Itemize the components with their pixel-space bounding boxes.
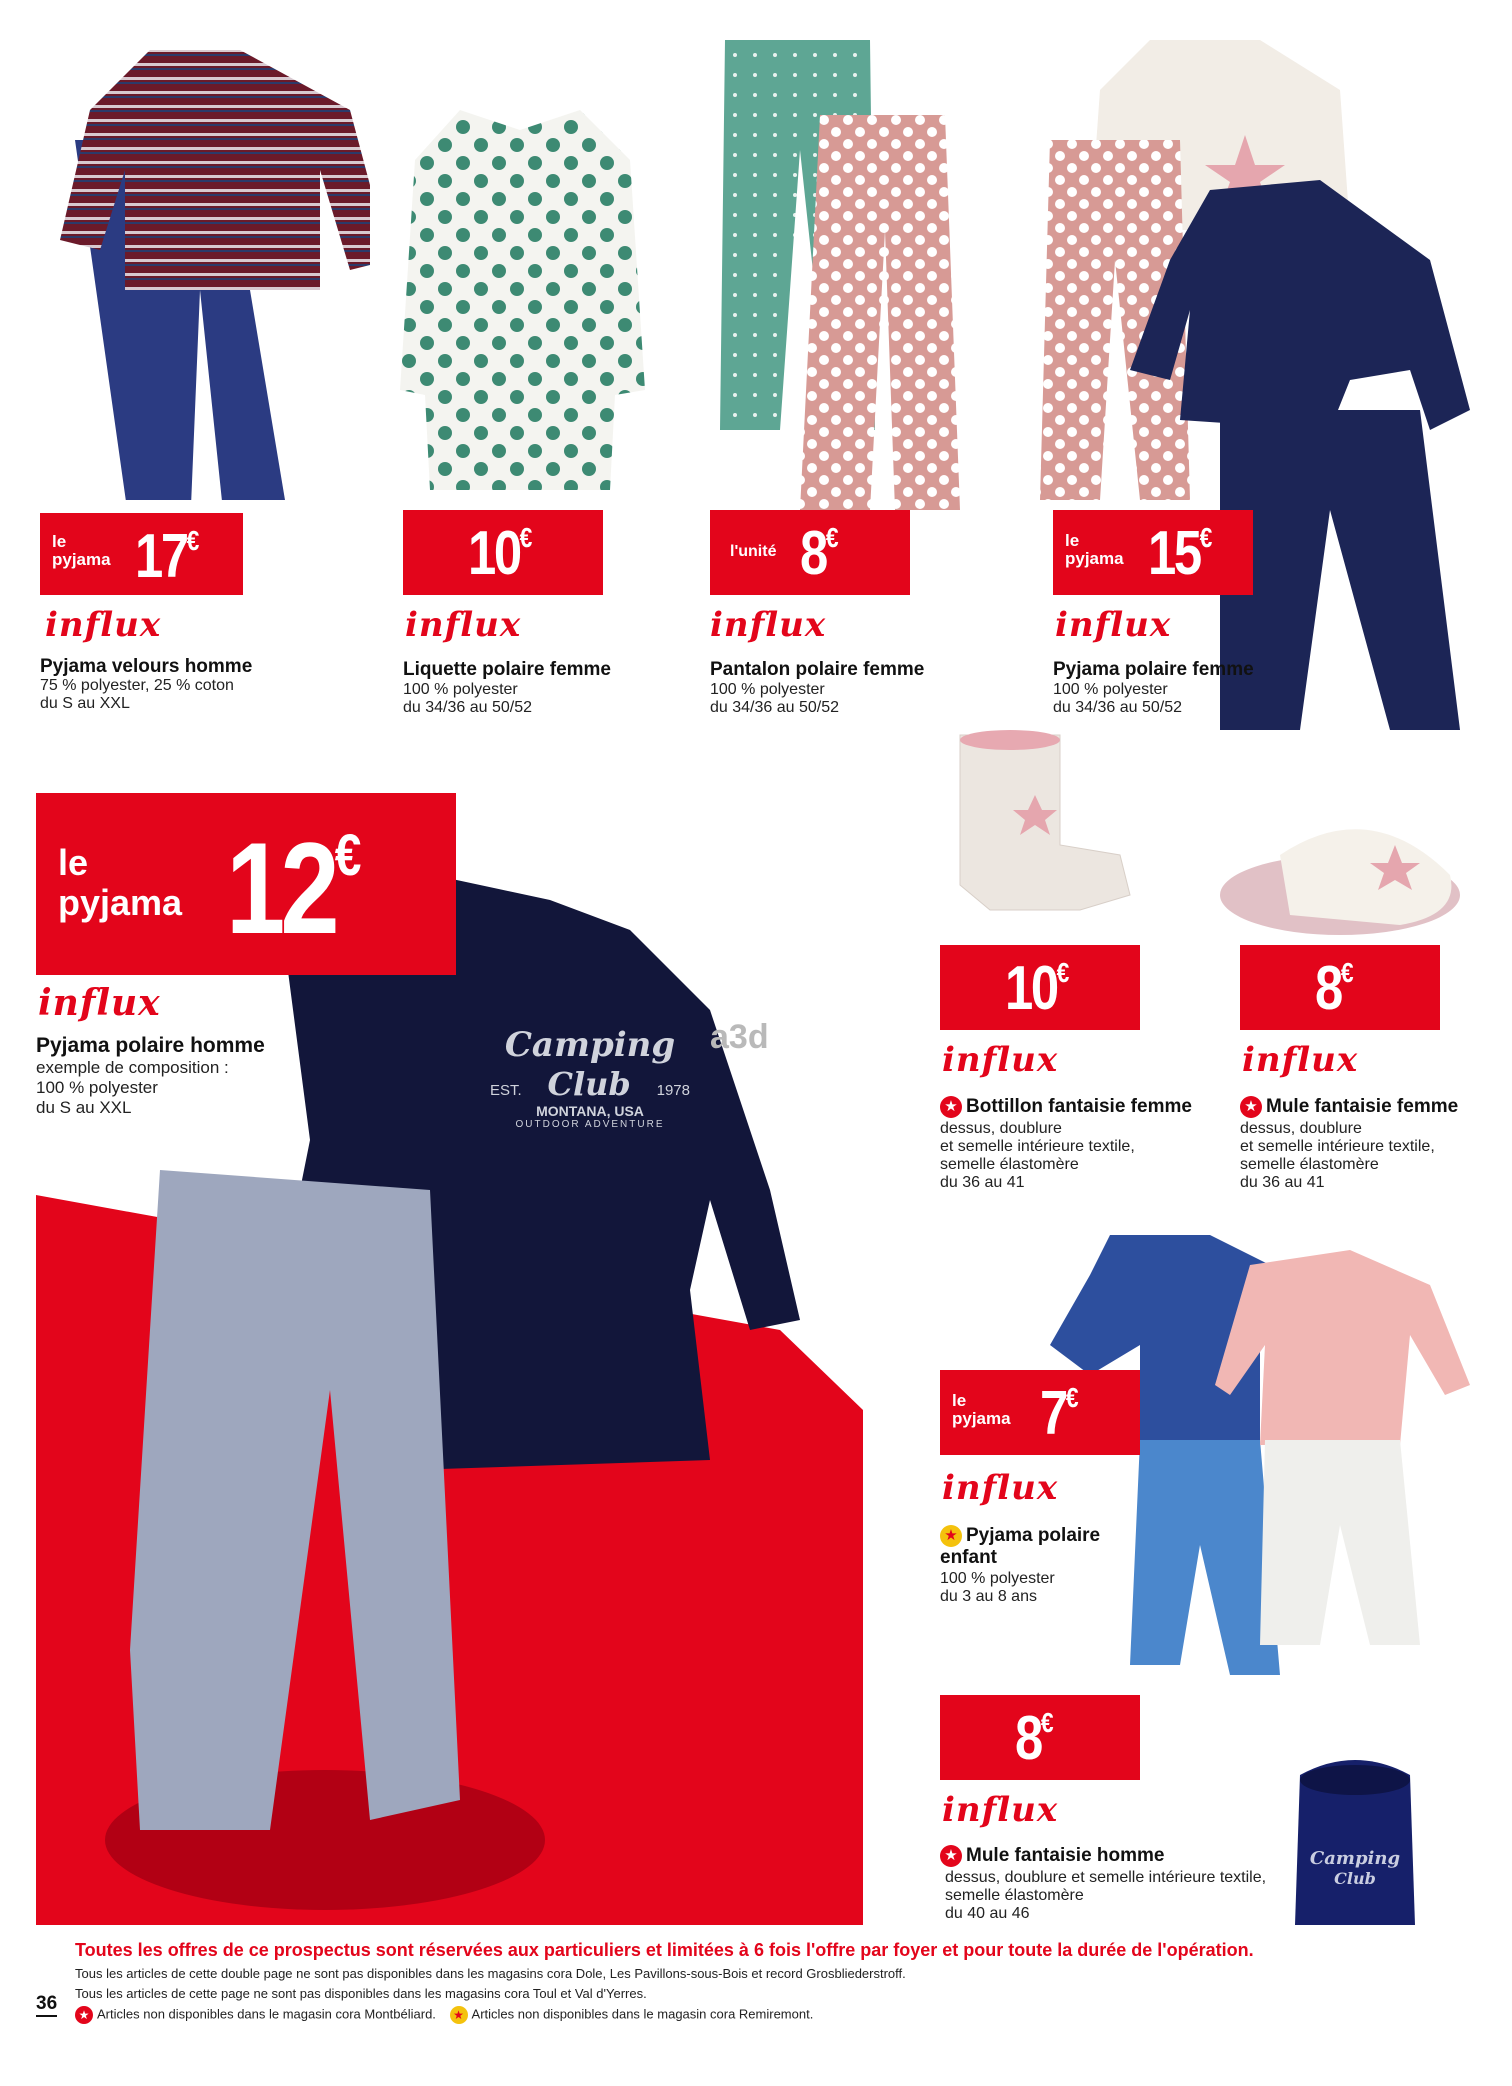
product-title: ★ Mule fantaisie femme <box>1240 1096 1458 1118</box>
est-text: EST. <box>490 1082 522 1099</box>
star-yellow-icon: ★ <box>450 2006 468 2024</box>
product-description: 100 % polyester du 34/36 au 50/52 <box>710 681 840 716</box>
product-image-pyjama-velours <box>50 30 370 500</box>
product-description: 100 % polyester du 3 au 8 ans <box>940 1570 1055 1605</box>
price-tag-pyjama-camping <box>36 793 456 975</box>
product-image-mule-femme <box>1220 805 1470 945</box>
product-description: 75 % polyester, 25 % coton du S au XXL <box>40 677 234 712</box>
product-description: dessus, doublure et semelle intérieure textile, semelle élastomère du 40 au 46 <box>945 1869 1267 1922</box>
price-label: le pyjama <box>1065 531 1124 568</box>
brand-logo: influx <box>710 605 827 645</box>
price-label: le pyjama <box>952 1391 1011 1428</box>
price-tag-mule-femme <box>1240 945 1440 1030</box>
product-description: exemple de composition : 100 % polyester du S au XXL <box>36 1058 229 1117</box>
product-image-pyjama-camping <box>110 870 890 1870</box>
product-title: Pyjama polaire homme <box>36 1034 265 1057</box>
price-tag-pyjama-velours <box>40 513 243 595</box>
price-tag-pyjama-femme <box>1053 510 1253 595</box>
brand-logo: influx <box>942 1790 1059 1830</box>
product-title: Pantalon polaire femme <box>710 659 925 680</box>
price-amount: 10€ <box>468 519 533 588</box>
price-amount: 12€ <box>226 815 362 961</box>
product-description: 100 % polyester du 34/36 au 50/52 <box>1053 681 1183 716</box>
product-description: dessus, doublure et semelle intérieure textile, semelle élastomère du 36 au 41 <box>940 1120 1135 1191</box>
product-image-pyjama-enfant <box>1050 1225 1470 1685</box>
footer-line-1: Tous les articles de cette double page ne sont pas disponibles dans les magasins cora Dole, Les Pavillons-sous-Bois et record Grosbliederstroff. <box>75 1966 906 1981</box>
price-amount: 8€ <box>1315 954 1354 1023</box>
product-title: Pyjama velours homme <box>40 656 253 677</box>
page-number: 36 <box>36 1993 57 2017</box>
price-label: l'unité <box>730 543 777 560</box>
brand-logo: influx <box>942 1040 1059 1080</box>
product-title: ★ Mule fantaisie homme <box>940 1845 1165 1867</box>
price-amount: 8€ <box>1015 1704 1054 1773</box>
star-red-icon: ★ <box>1240 1096 1262 1118</box>
mule-camping-print <box>1300 1848 1410 1888</box>
footer-line-2: Tous les articles de cette page ne sont pas disponibles dans les magasins cora Toul et Val d'Yerres. <box>75 1986 647 2001</box>
mule-club-text: Club <box>1334 1869 1376 1888</box>
price-label: le pyjama <box>58 842 183 923</box>
price-amount: 7€ <box>1040 1379 1079 1448</box>
product-image-liquette <box>400 100 645 500</box>
mule-camping-text: Camping <box>1309 1848 1401 1869</box>
product-title: ★ Bottillon fantaisie femme <box>940 1096 1192 1118</box>
price-tag-mule-homme <box>940 1695 1140 1780</box>
product-description: dessus, doublure et semelle intérieure textile, semelle élastomère du 36 au 41 <box>1240 1120 1435 1191</box>
montana-text: MONTANA, USA <box>536 1103 644 1119</box>
price-amount: 17€ <box>135 522 200 591</box>
brand-logo: influx <box>942 1468 1059 1508</box>
star-red-icon: ★ <box>940 1096 962 1118</box>
brand-logo: influx <box>405 605 522 645</box>
brand-logo: influx <box>38 982 161 1024</box>
product-description: 100 % polyester du 34/36 au 50/52 <box>403 681 533 716</box>
camping-print <box>490 1025 690 1175</box>
year-text: 1978 <box>656 1082 690 1099</box>
camping-text: Camping <box>504 1025 676 1065</box>
star-yellow-icon: ★ <box>940 1525 962 1547</box>
watermark: a3d <box>710 1018 769 1056</box>
product-title: ★ Pyjama polaire enfant <box>940 1525 1101 1568</box>
price-tag-pantalon <box>710 510 910 595</box>
footer-headline: Toutes les offres de ce prospectus sont réservées aux particuliers et limitées à 6 fois l'offre par foyer et pour toute la durée de l'opération. <box>75 1940 1254 1960</box>
product-image-mule-homme <box>1290 1755 1420 1925</box>
price-tag-liquette <box>403 510 603 595</box>
footer-line-3: ★ Articles non disponibles dans le magasin cora Montbéliard. ★ Articles non disponibles dans le magasin cora Remiremont. <box>75 2006 813 2024</box>
brand-logo: influx <box>1055 605 1172 645</box>
star-red-icon: ★ <box>75 2006 93 2024</box>
price-tag-bottillon <box>940 945 1140 1030</box>
outdoor-text: OUTDOOR ADVENTURE <box>515 1119 665 1130</box>
brand-logo: influx <box>45 605 162 645</box>
star-red-icon: ★ <box>940 1845 962 1867</box>
price-amount: 10€ <box>1005 954 1070 1023</box>
product-image-pantalons <box>710 30 970 510</box>
product-title: Pyjama polaire femme <box>1053 659 1254 680</box>
club-text: Club <box>547 1065 631 1103</box>
price-amount: 8€ <box>800 519 839 588</box>
price-label: le pyjama <box>52 532 111 569</box>
price-tag-pyjama-enfant <box>940 1370 1140 1455</box>
brand-logo: influx <box>1242 1040 1359 1080</box>
price-amount: 15€ <box>1148 519 1213 588</box>
product-title: Liquette polaire femme <box>403 659 611 680</box>
product-image-bottillon <box>950 725 1140 915</box>
